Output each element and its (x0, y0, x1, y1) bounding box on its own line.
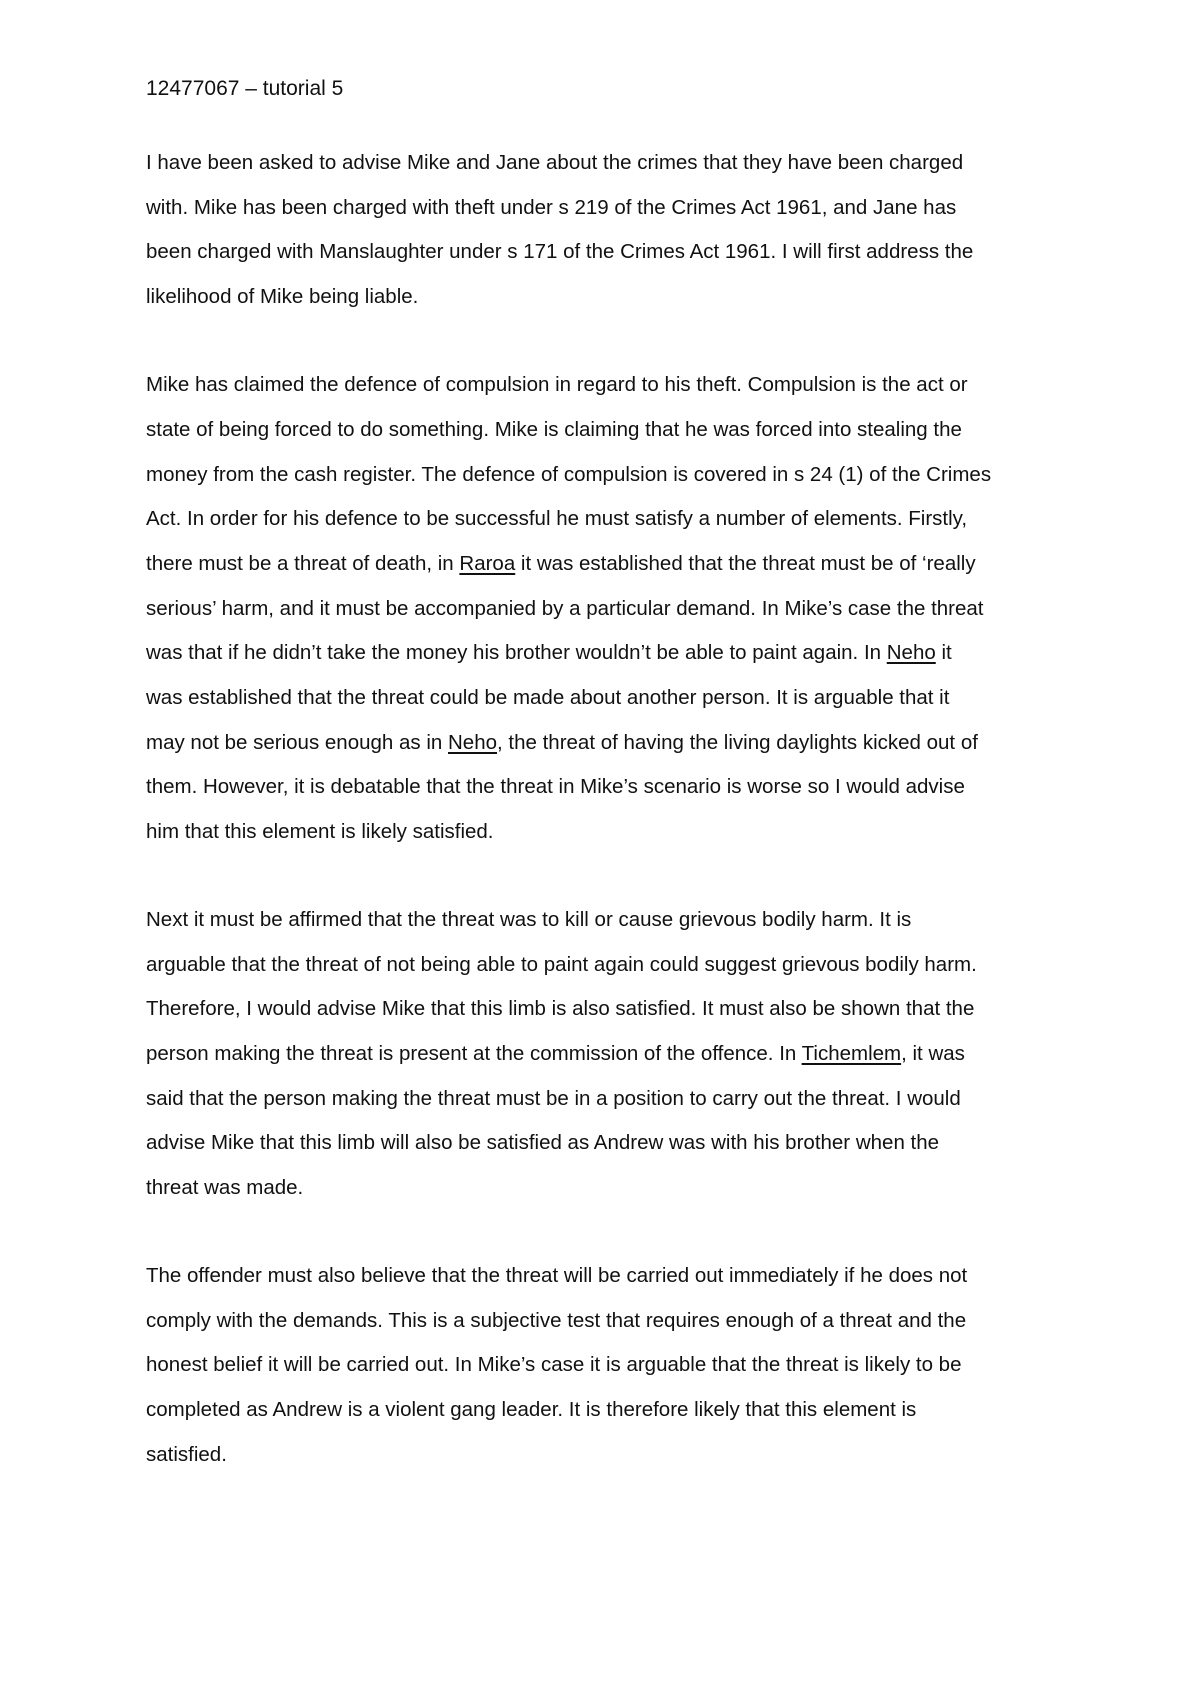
case-citation: Tichemlem (801, 1042, 902, 1065)
text-run: said that the person making the threat must be in a position to carry out the threat. I would (146, 1087, 961, 1110)
text-run: may not be serious enough as in (146, 731, 448, 754)
paragraph-4-line (146, 1261, 967, 1291)
text-run: state of being forced to do something. Mike is claiming that he was forced into stealing the (146, 418, 962, 441)
text-run: arguable that the threat of not being able to paint again could suggest grievous bodily harm. (146, 953, 977, 976)
text-run: Next it must be affirmed that the threat was to kill or cause grievous bodily harm. It is (146, 908, 912, 931)
paragraph-2-line (146, 638, 952, 668)
text-run: was that if he didn’t take the money his brother wouldn’t be able to paint again. In (146, 641, 887, 664)
text-run: advise Mike that this limb will also be satisfied as Andrew was with his brother when the (146, 1131, 940, 1154)
text-run: them. However, it is debatable that the threat in Mike’s scenario is worse so I would advise (146, 775, 965, 798)
paragraph-2-line (146, 370, 968, 400)
paragraph-4-line (146, 1395, 916, 1425)
text-run: , it was (901, 1042, 965, 1065)
text-run: satisfied. (146, 1443, 227, 1466)
text-run: likelihood of Mike being liable. (146, 285, 419, 308)
paragraph-2-line (146, 683, 949, 713)
text-run: , the threat of having the living daylights kicked out of (497, 731, 978, 754)
text-run: comply with the demands. This is a subjective test that requires enough of a threat and the (146, 1309, 967, 1332)
paragraph-3-line (146, 1039, 965, 1069)
paragraph-1-line (146, 148, 963, 178)
case-citation: Neho (886, 641, 936, 664)
paragraph-3-line (146, 994, 974, 1024)
paragraph-3-line (146, 1084, 961, 1114)
text-run: honest belief it will be carried out. In Mike’s case it is arguable that the threat is likely to be (146, 1353, 962, 1376)
paragraph-2-line (146, 594, 984, 624)
paragraph-1-line (146, 193, 956, 223)
text-run: The offender must also believe that the threat will be carried out immediately if he does not (146, 1264, 968, 1287)
text-run: Mike has claimed the defence of compulsion in regard to his theft. Compulsion is the act or (146, 373, 968, 396)
paragraph-2-line (146, 549, 976, 579)
document-header: 12477067 – tutorial 5 (146, 77, 344, 100)
paragraph-3-line (146, 1173, 303, 1203)
paragraph-3-line (146, 950, 977, 980)
text-run: been charged with Manslaughter under s 171 of the Crimes Act 1961. I will first address the (146, 240, 974, 263)
paragraph-4-line (146, 1306, 966, 1336)
text-run: Act. In order for his defence to be successful he must satisfy a number of elements. Firstly, (146, 507, 968, 530)
text-run: threat was made. (146, 1176, 304, 1199)
case-citation: Neho (448, 731, 498, 754)
paragraph-4-line (146, 1440, 227, 1470)
text-run: was established that the threat could be made about another person. It is arguable that it (146, 686, 950, 709)
paragraph-3-line (146, 905, 911, 935)
text-run: it (935, 641, 952, 664)
text-run: I have been asked to advise Mike and Jane about the crimes that they have been charged (146, 151, 964, 174)
paragraph-3-line (146, 1128, 939, 1158)
paragraph-2-line (146, 504, 967, 534)
text-run: completed as Andrew is a violent gang leader. It is therefore likely that this element is (146, 1398, 917, 1421)
paragraph-1-line (146, 282, 418, 312)
paragraph-2-line (146, 817, 494, 847)
paragraph-2-line (146, 460, 991, 490)
paragraph-4-line (146, 1350, 962, 1380)
text-run: him that this element is likely satisfied. (146, 820, 494, 843)
text-run: person making the threat is present at the commission of the offence. In (146, 1042, 802, 1065)
text-run: with. Mike has been charged with theft under s 219 of the Crimes Act 1961, and Jane has (146, 196, 957, 219)
paragraph-2-line (146, 728, 978, 758)
paragraph-2-line (146, 415, 962, 445)
text-run: there must be a threat of death, in (146, 552, 460, 575)
case-citation: Raroa (459, 552, 516, 575)
text-run: money from the cash register. The defence of compulsion is covered in s 24 (1) of the Crimes (146, 463, 992, 486)
paragraph-1-line (146, 237, 973, 267)
text-run: it was established that the threat must be of ‘really (515, 552, 976, 575)
text-run: Therefore, I would advise Mike that this limb is also satisfied. It must also be shown that the (146, 997, 975, 1020)
paragraph-2-line (146, 772, 965, 802)
text-run: serious’ harm, and it must be accompanied by a particular demand. In Mike’s case the threat (146, 597, 984, 620)
